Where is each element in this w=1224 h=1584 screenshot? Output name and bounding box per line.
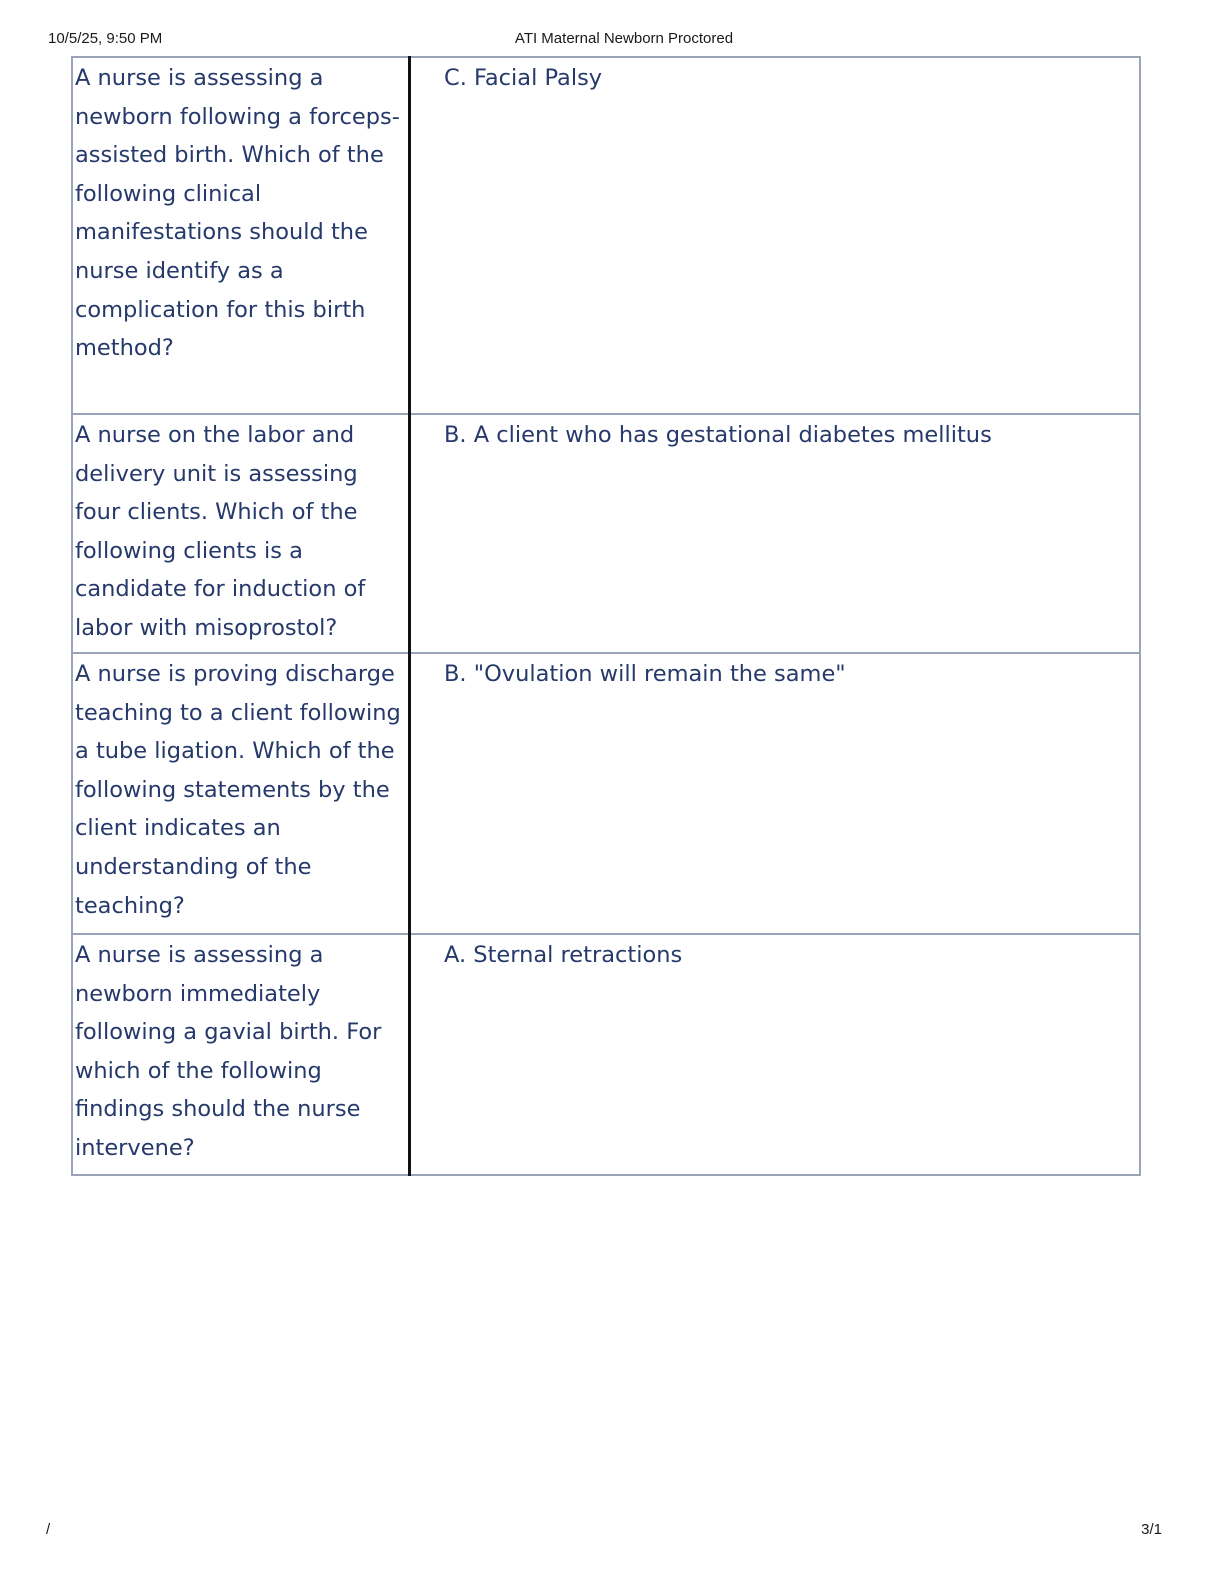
print-datetime: 10/5/25, 9:50 PM [48,30,163,47]
card-term: A nurse on the labor and delivery unit is assessing four clients. Which of the following clients is a candidate for induction of labor with misoprostol? [72,414,410,653]
print-footer [0,1521,1224,1541]
print-url: / [46,1521,51,1538]
card-term: A nurse is proving discharge teaching to a client following a tube ligation. Which of the following statements by the client indicates an understanding of the teaching? [72,653,410,934]
flashcard-table [71,56,1141,1176]
card-definition: A. Sternal retractions [410,934,1141,1175]
page-number: 3/1 [1141,1521,1162,1538]
print-header [0,30,1224,50]
card-term: A nurse is assessing a newborn immediately following a gavial birth. For which of the following findings should the nurse intervene? [72,934,410,1175]
card-definition: B. "Ovulation will remain the same" [410,653,1141,934]
flashcard-row [72,653,1140,934]
flashcard-row [72,414,1140,653]
card-term: A nurse is assessing a newborn following a forceps-assisted birth. Which of the following clinical manifestations should the nurse identify as a complication for this birth method? [72,57,410,414]
document-title: ATI Maternal Newborn Proctored [514,30,734,47]
flashcard-row [72,57,1140,414]
card-definition: B. A client who has gestational diabetes mellitus [410,414,1141,653]
card-definition: C. Facial Palsy [444,65,603,91]
flashcard-row [72,934,1140,1175]
